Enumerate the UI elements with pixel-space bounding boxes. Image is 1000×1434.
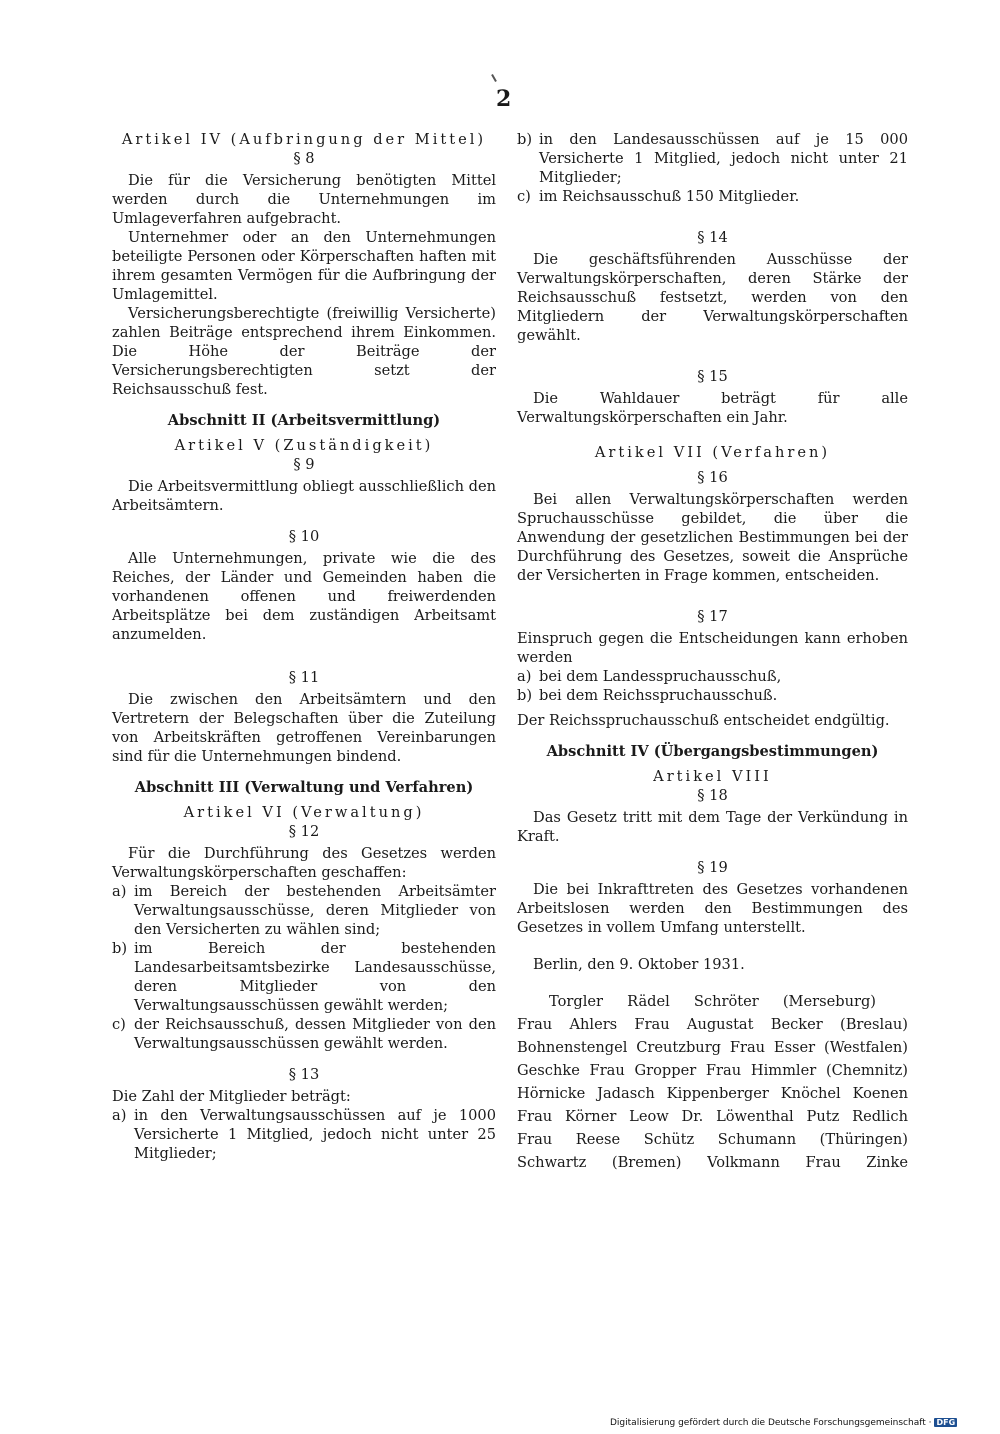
- stray-mark: [491, 74, 497, 82]
- abschnitt-2-heading: Abschnitt II (Arbeitsvermittlung): [167, 412, 441, 429]
- section-8-para-2: Unternehmer oder an den Unternehmungen beteiligte Personen oder Körperschaften haften mit ihrem gesamten Vermögen für die Aufbringung der Umlagemittel.: [112, 229, 496, 303]
- list-item: b) bei dem Reichsspruchausschuß.: [517, 687, 778, 704]
- article-5-title: Artikel V (Zuständigkeit): [174, 437, 434, 454]
- list-item: a) bei dem Landesspruchausschuß,: [517, 668, 782, 685]
- page-number: 2: [496, 86, 512, 112]
- section-12-para-1: Für die Durchführung des Gesetzes werden Verwaltungskörperschaften geschaffen:: [112, 845, 496, 881]
- section-15-heading: § 15: [697, 368, 728, 385]
- abschnitt-3-heading: Abschnitt III (Verwaltung und Verfahren): [134, 779, 474, 796]
- section-10-para-1: Alle Unternehmungen, private wie die des Reiches, der Länder und Gemeinden haben die vorhandenen offenen und freiwerdenden Arbeitsplätze bei dem zuständigen Arbeitsamt anzumelden.: [112, 550, 496, 643]
- list-item: a) im Bereich der bestehenden Arbeitsämter Verwaltungsausschüsse, deren Mitglieder von den Versicherten zu wählen sind;: [112, 883, 496, 938]
- section-8-para-3: Versicherungsberechtigte (freiwillig Versicherte) zahlen Beiträge entsprechend ihrem Einkommen. Die Höhe der Beiträge der Versicherungsberechtigten setzt der Reichsausschuß fest.: [112, 305, 496, 398]
- right-column: [517, 130, 908, 1176]
- signer-line: Frau Körner Leow Dr. Löwenthal Putz Redlich: [517, 1108, 908, 1125]
- article-7-title: Artikel VII (Verfahren): [594, 444, 831, 461]
- left-column: [112, 130, 496, 1163]
- section-11-para-1: Die zwischen den Arbeitsämtern und den Vertretern der Belegschaften über die Zuteilung von Arbeitskräften getroffenen Vereinbarungen sind für die Unternehmungen bindend.: [112, 691, 496, 765]
- section-14-para-1: Die geschäftsführenden Ausschüsse der Verwaltungskörperschaften, deren Stärke der Reichsausschuß festsetzt, werden von den Mitgliedern der Verwaltungskörperschaften gewählt.: [517, 251, 908, 344]
- dfg-logo-icon: DFG: [936, 1418, 956, 1427]
- article-4-title: Artikel IV (Aufbringung der Mittel): [121, 131, 487, 148]
- signer-line: Hörnicke Jadasch Kippenberger Knöchel Koenen: [517, 1085, 908, 1102]
- list-item: a) in den Verwaltungsausschüssen auf je 1000 Versicherte 1 Mitglied, jedoch nicht unter 25 Mitglieder;: [112, 1107, 496, 1162]
- section-12-heading: § 12: [288, 823, 320, 840]
- section-17-para-2: Der Reichsspruchausschuß entscheidet endgültig.: [517, 712, 890, 729]
- section-11-heading: § 11: [288, 669, 320, 686]
- section-9-heading: § 9: [293, 456, 315, 473]
- footer-text: Digitalisierung gefördert durch die Deutsche Forschungsgemeinschaft ·: [610, 1418, 932, 1428]
- section-18-heading: § 18: [697, 787, 728, 804]
- date-line: Berlin, den 9. Oktober 1931.: [533, 956, 745, 973]
- section-16-para-1: Bei allen Verwaltungskörperschaften werden Spruchausschüsse gebildet, die über die Anwendung der gesetzlichen Bestimmungen bei der Durchführung des Gesetzes, soweit die Ansprüche der Versicherten in Frage kommen, entscheiden.: [517, 491, 908, 584]
- list-item: b) im Bereich der bestehenden Landesarbeitsamtsbezirke Landesausschüsse, deren Mitglieder von den Verwaltungsausschüssen gewählt werden;: [112, 940, 496, 1014]
- section-10-heading: § 10: [288, 528, 320, 545]
- abschnitt-4-heading: Abschnitt IV (Übergangsbestimmungen): [546, 743, 879, 760]
- signer-line: Torgler Rädel Schröter (Merseburg): [549, 993, 876, 1010]
- section-16-heading: § 16: [697, 469, 728, 486]
- section-8-para-1: Die für die Versicherung benötigten Mittel werden durch die Unternehmungen im Umlageverfahren aufgebracht.: [112, 172, 496, 227]
- signer-line: Frau Reese Schütz Schumann (Thüringen): [517, 1131, 908, 1148]
- section-8-heading: § 8: [293, 150, 315, 167]
- section-19-heading: § 19: [697, 859, 728, 876]
- section-9-para-1: Die Arbeitsvermittlung obliegt ausschließlich den Arbeitsämtern.: [112, 478, 496, 514]
- section-13-para-1: Die Zahl der Mitglieder beträgt:: [112, 1088, 351, 1105]
- section-17-para-1: Einspruch gegen die Entscheidungen kann erhoben werden: [517, 630, 908, 666]
- section-14-heading: § 14: [697, 229, 728, 246]
- section-19-para-1: Die bei Inkrafttreten des Gesetzes vorhandenen Arbeitslosen werden den Bestimmungen des Gesetzes in vollem Umfang unterstellt.: [517, 881, 908, 936]
- signer-line: Frau Ahlers Frau Augustat Becker (Breslau): [517, 1016, 908, 1033]
- list-item: c) der Reichsausschuß, dessen Mitglieder von den Verwaltungsausschüssen gewählt werden.: [112, 1016, 496, 1052]
- section-18-para-1: Das Gesetz tritt mit dem Tage der Verkündung in Kraft.: [517, 809, 908, 845]
- signer-line: Schwartz (Bremen) Volkmann Frau Zinke: [517, 1154, 908, 1171]
- signatories: [517, 992, 908, 1172]
- list-item: b) in den Landesausschüssen auf je 15 000 Versicherte 1 Mitglied, jedoch nicht unter 21 Mitglieder;: [517, 131, 908, 186]
- funding-footer: [610, 1418, 957, 1428]
- article-6-title: Artikel VI (Verwaltung): [183, 804, 425, 821]
- list-item: c) im Reichsausschuß 150 Mitglieder.: [517, 188, 800, 205]
- section-17-heading: § 17: [697, 608, 728, 625]
- signer-line: Geschke Frau Gropper Frau Himmler (Chemnitz): [517, 1062, 908, 1079]
- signer-line: Bohnenstengel Creutzburg Frau Esser (Westfalen): [517, 1039, 908, 1056]
- article-8-title: Artikel VIII: [653, 768, 772, 785]
- section-15-para-1: Die Wahldauer beträgt für alle Verwaltungskörperschaften ein Jahr.: [517, 390, 908, 426]
- section-13-heading: § 13: [288, 1066, 320, 1083]
